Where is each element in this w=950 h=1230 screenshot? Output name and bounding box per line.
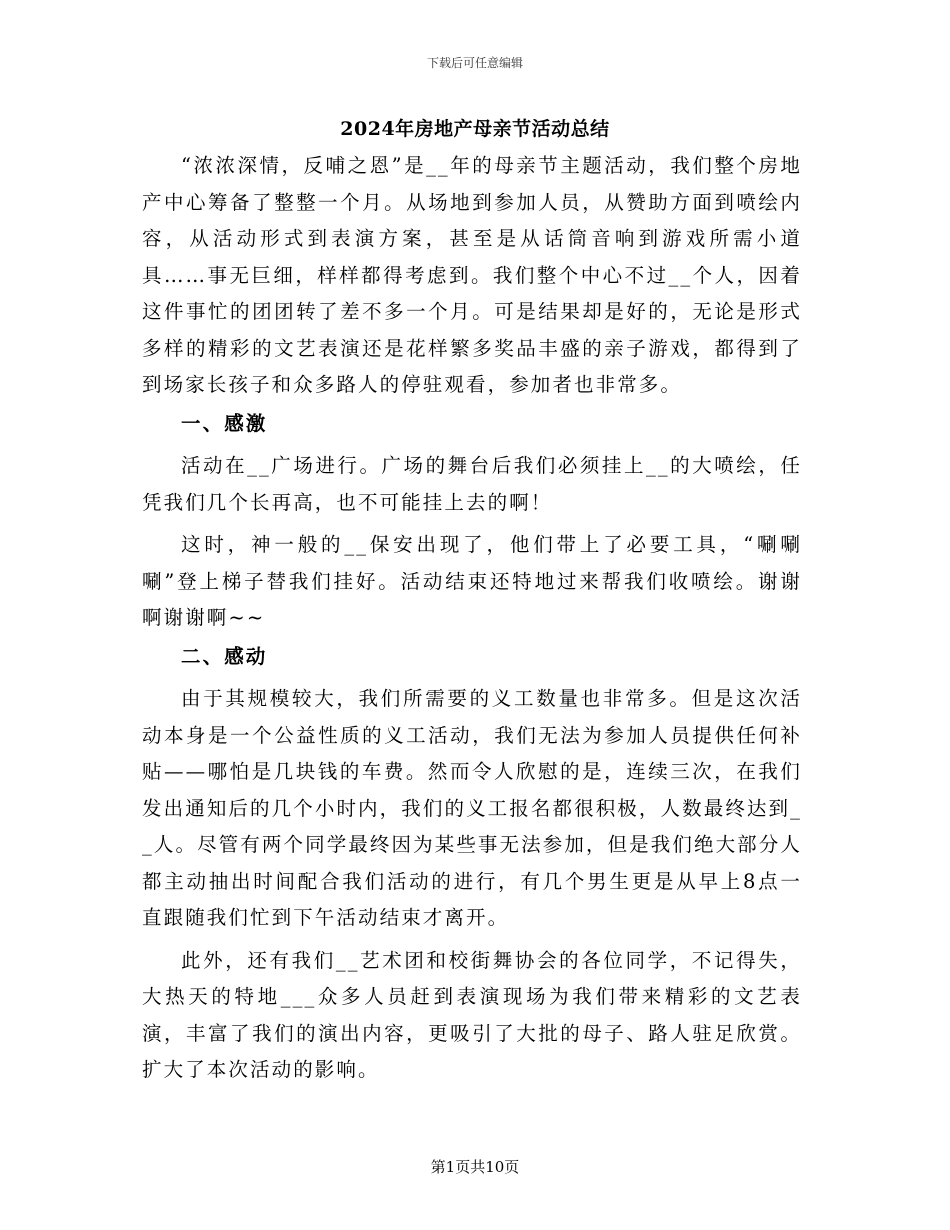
- section-heading-gratitude: 一、感激: [181, 411, 268, 435]
- document-title: 2024年房地产母亲节活动总结: [340, 118, 610, 140]
- section2-paragraph-1: 由于其规模较大，我们所需要的义工数量也非常多。但是这次活动本身是一个公益性质的义工活动，我们无法为参加人员提供任何补贴——哪怕是几块钱的车费。然而令人欣慰的是，连续三次，在我们发出通知后的几个小时内，我们的义工报名都很积极，人数最终达到__人。尽管有两个同学最终因为某些事无法参加，但是我们绝大部分人都主动抽出时间配合我们活动的进行，有几个男生更是从早上8点一直跟随我们忙到下午活动结束才离开。: [142, 687, 802, 929]
- section1-paragraph-2: 这时，神一般的__保安出现了，他们带上了必要工具，“唰唰唰”登上梯子替我们挂好。活动结束还特地过来帮我们收喷绘。谢谢啊谢谢啊~~: [142, 533, 802, 629]
- intro-paragraph: “浓浓深情，反哺之恩”是__年的母亲节主题活动，我们整个房地产中心筹备了整整一个月。从场地到参加人员，从赞助方面到喷绘内容，从活动形式到表演方案，甚至是从话筒音响到游戏所需小道具……事无巨细，样样都得考虑到。我们整个中心不过__个人，因着这件事忙的团团转了差不多一个月。可是结果却是好的，无论是形式多样的精彩的文艺表演还是花样繁多奖品丰盛的亲子游戏，都得到了到场家长孩子和众多路人的停驻观看，参加者也非常多。: [142, 154, 802, 396]
- document-body: [142, 148, 802, 1089]
- header-note: 下载后可任意编辑: [426, 56, 523, 70]
- section-heading-moved: 二、感动: [181, 644, 268, 668]
- section2-paragraph-2: 此外，还有我们__艺术团和校街舞协会的各位同学，不记得失，大热天的特地___众多人员赶到表演现场为我们带来精彩的文艺表演，丰富了我们的演出内容，更吸引了大批的母子、路人驻足欣赏。扩大了本次活动的影响。: [142, 948, 802, 1081]
- page-number: 第1页共10页: [430, 1158, 520, 1176]
- section1-paragraph-1: 活动在__广场进行。广场的舞台后我们必须挂上__的大喷绘，任凭我们几个长再高，也不可能挂上去的啊！: [142, 454, 802, 514]
